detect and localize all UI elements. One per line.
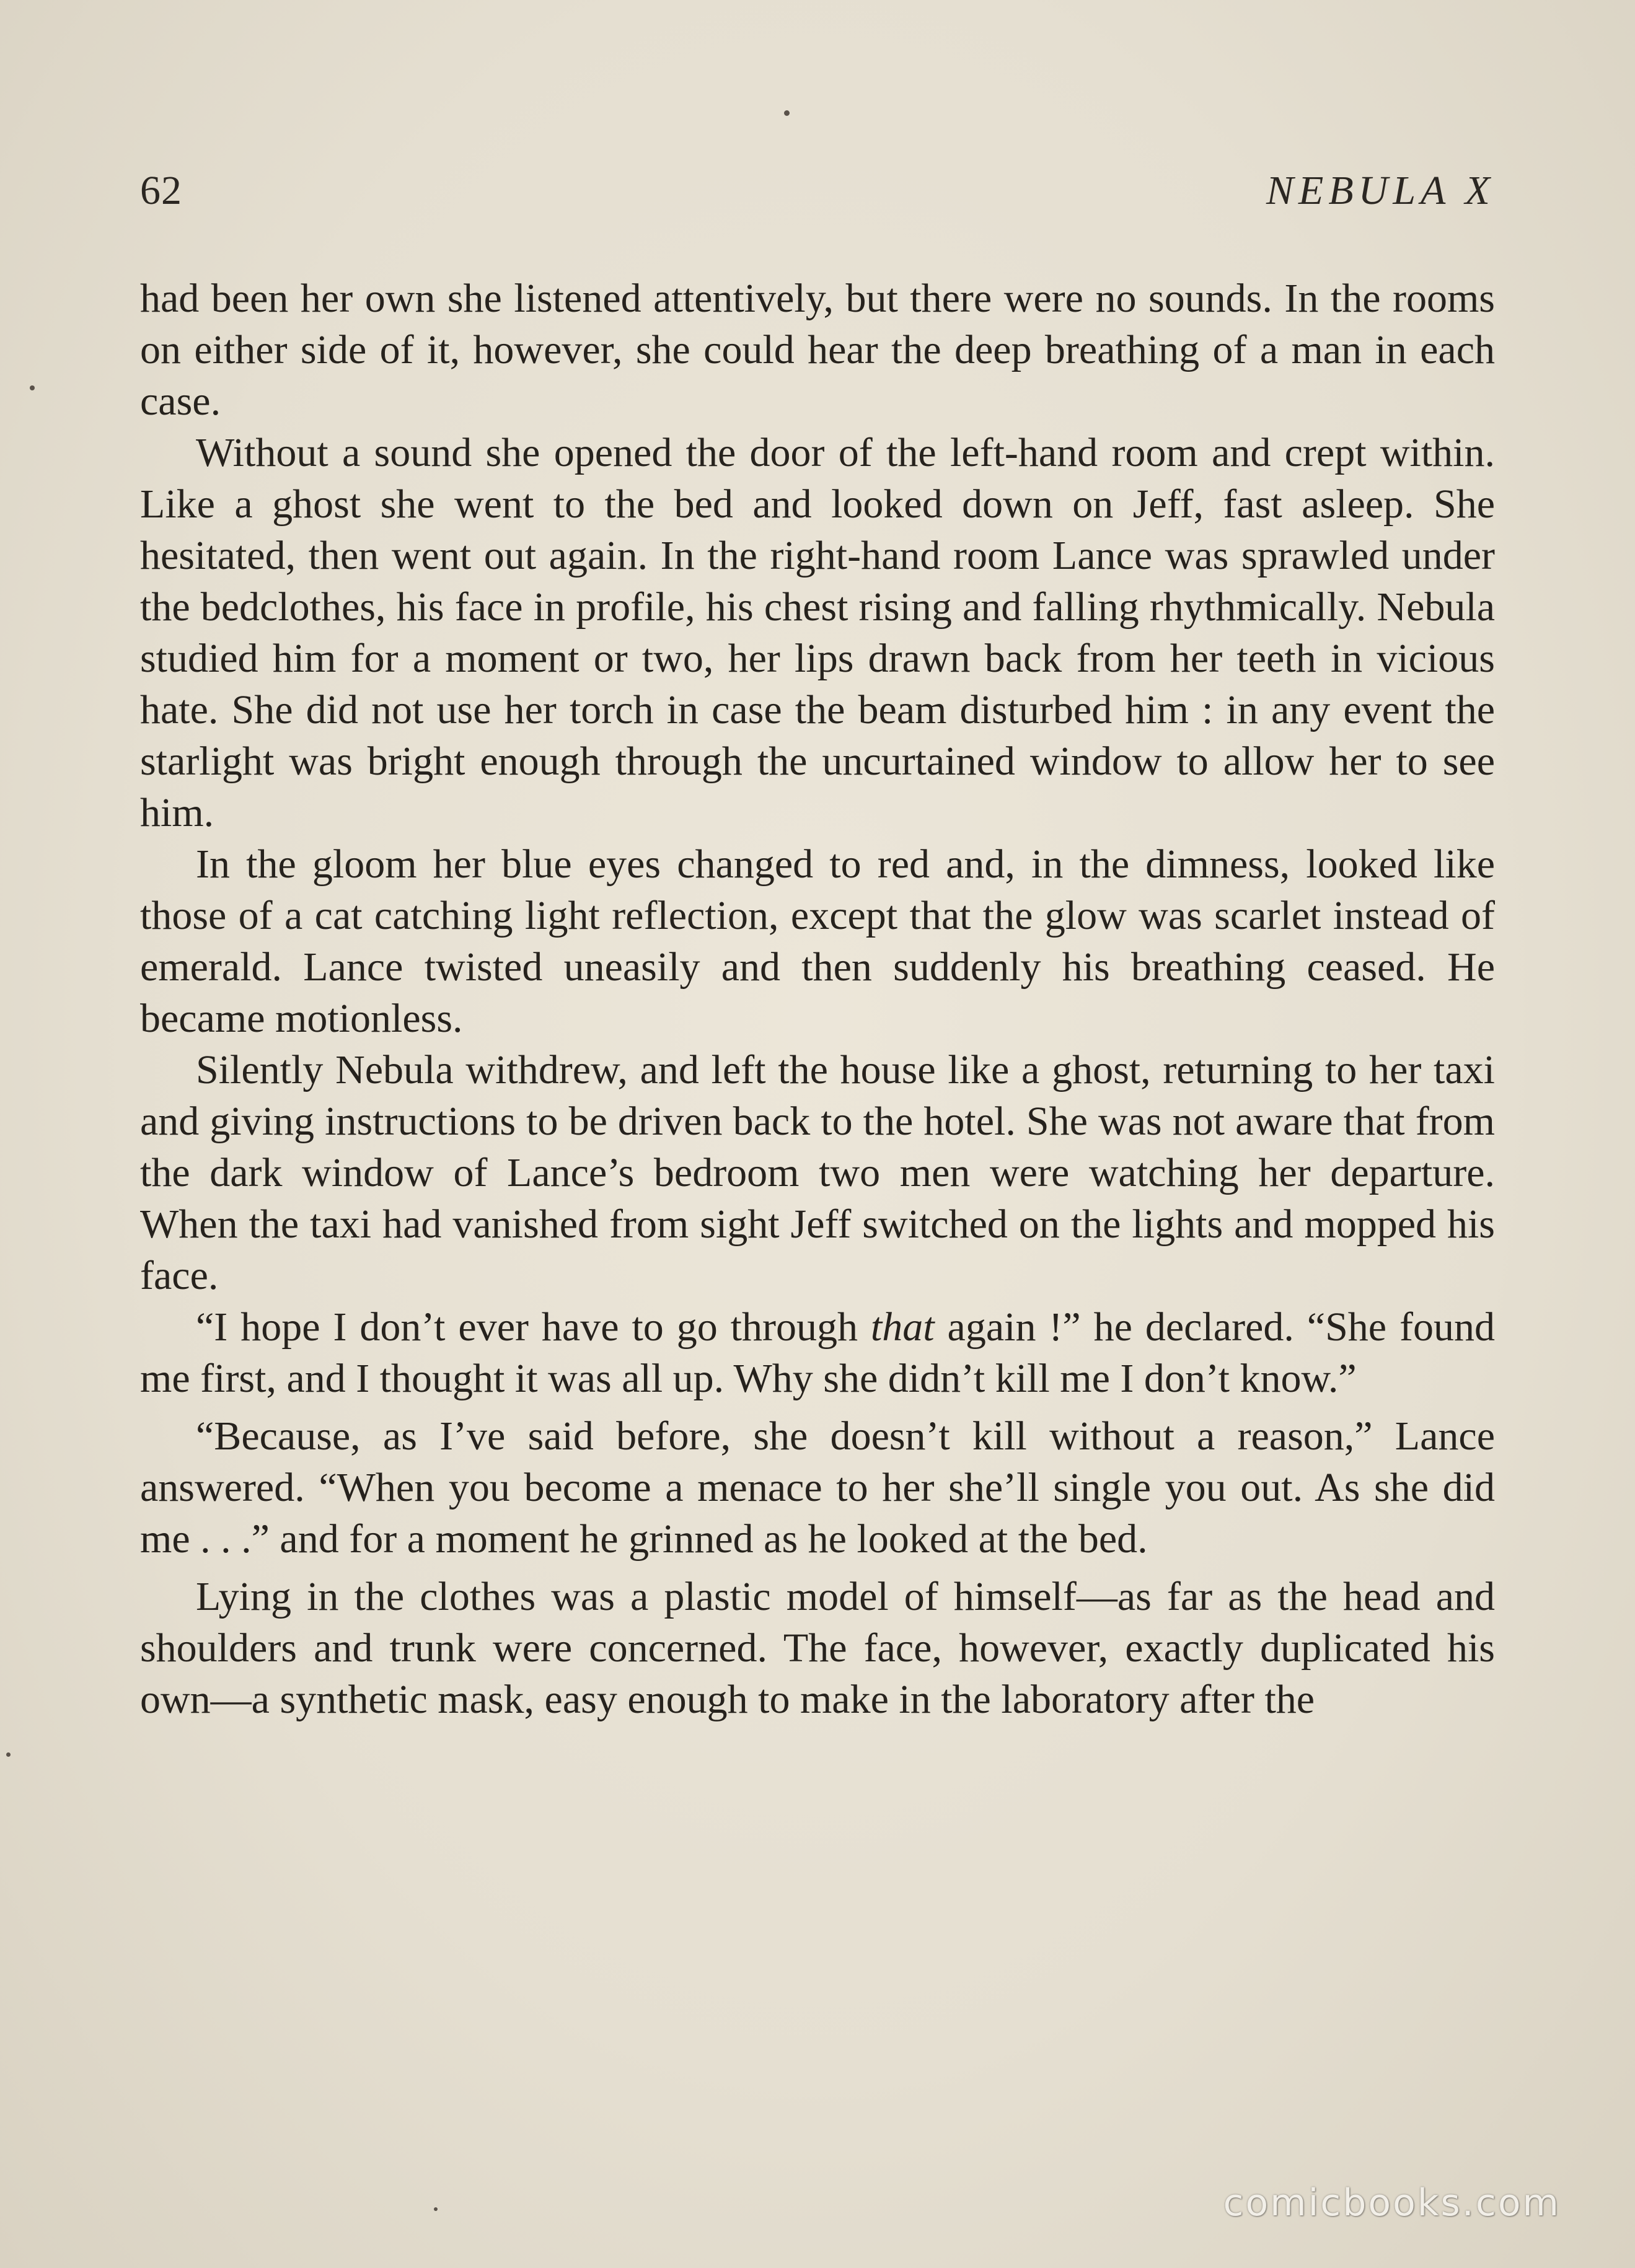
paragraph: had been her own she listened attentively, but there were no sounds. In the rooms on either side of it, however, she could hear the deep breathing of a man in each case.: [140, 276, 1495, 424]
paragraph: In the gloom her blue eyes changed to red and, in the dimness, looked like those of a cat catching light reflection, except that the glow was scarlet instead of emerald. Lance twisted uneasily and then suddenly his breathing ceased. He became motionless.: [140, 842, 1495, 1041]
paragraph-text: again !” he declared. “She found me first, and I thought it was all up. Why she didn’t kill me I don’t know.”: [140, 1304, 1495, 1401]
paper-speck: [6, 1752, 11, 1757]
page-number: 62: [140, 168, 182, 213]
paper-speck: [784, 110, 790, 116]
running-head: NEBULA X: [1266, 168, 1495, 213]
paragraph: [140, 1301, 1495, 1404]
paragraph: Without a sound she opened the door of the left-hand room and crept within. Like a ghost she went to the bed and looked down on Jeff, fast asleep. She hesitated, then went out again. In the right-hand room Lance was sprawled under the bedclothes, his face in profile, his chest rising and falling rhythmically. Nebula studied him for a moment or two, her lips drawn back from her teeth in vicious hate. She did not use her torch in case the beam disturbed him : in any event the starlight was bright enough through the uncurtained window to allow her to see him.: [140, 430, 1495, 835]
page-header: [140, 167, 1495, 229]
paragraph: Lying in the clothes was a plastic model of himself—as far as the head and shoulders and trunk were concerned. The face, however, exactly duplicated his own—a synthetic mask, easy enough to make in the laboratory after the: [140, 1574, 1495, 1722]
emphasized-word: that: [870, 1304, 935, 1350]
paragraph: Silently Nebula withdrew, and left the house like a ghost, returning to her taxi and giving instructions to be driven back to the hotel. She was not aware that from the dark window of Lance’s bedroom two men were watching her departure. When the taxi had vanished from sight Jeff switched on the lights and mopped his face.: [140, 1047, 1495, 1298]
paper-speck: [30, 385, 35, 390]
paragraph-text: “I hope I don’t ever have to go through: [196, 1304, 871, 1350]
body-text: [140, 273, 1495, 1725]
site-watermark: comicbooks.com: [1223, 2181, 1561, 2225]
paper-speck: [434, 2207, 438, 2211]
paragraph: “Because, as I’ve said before, she doesn’t kill without a reason,” Lance answered. “When you become a menace to her she’ll single you out. As she did me . . .” and for a moment he grinned as he looked at the bed.: [140, 1413, 1495, 1562]
